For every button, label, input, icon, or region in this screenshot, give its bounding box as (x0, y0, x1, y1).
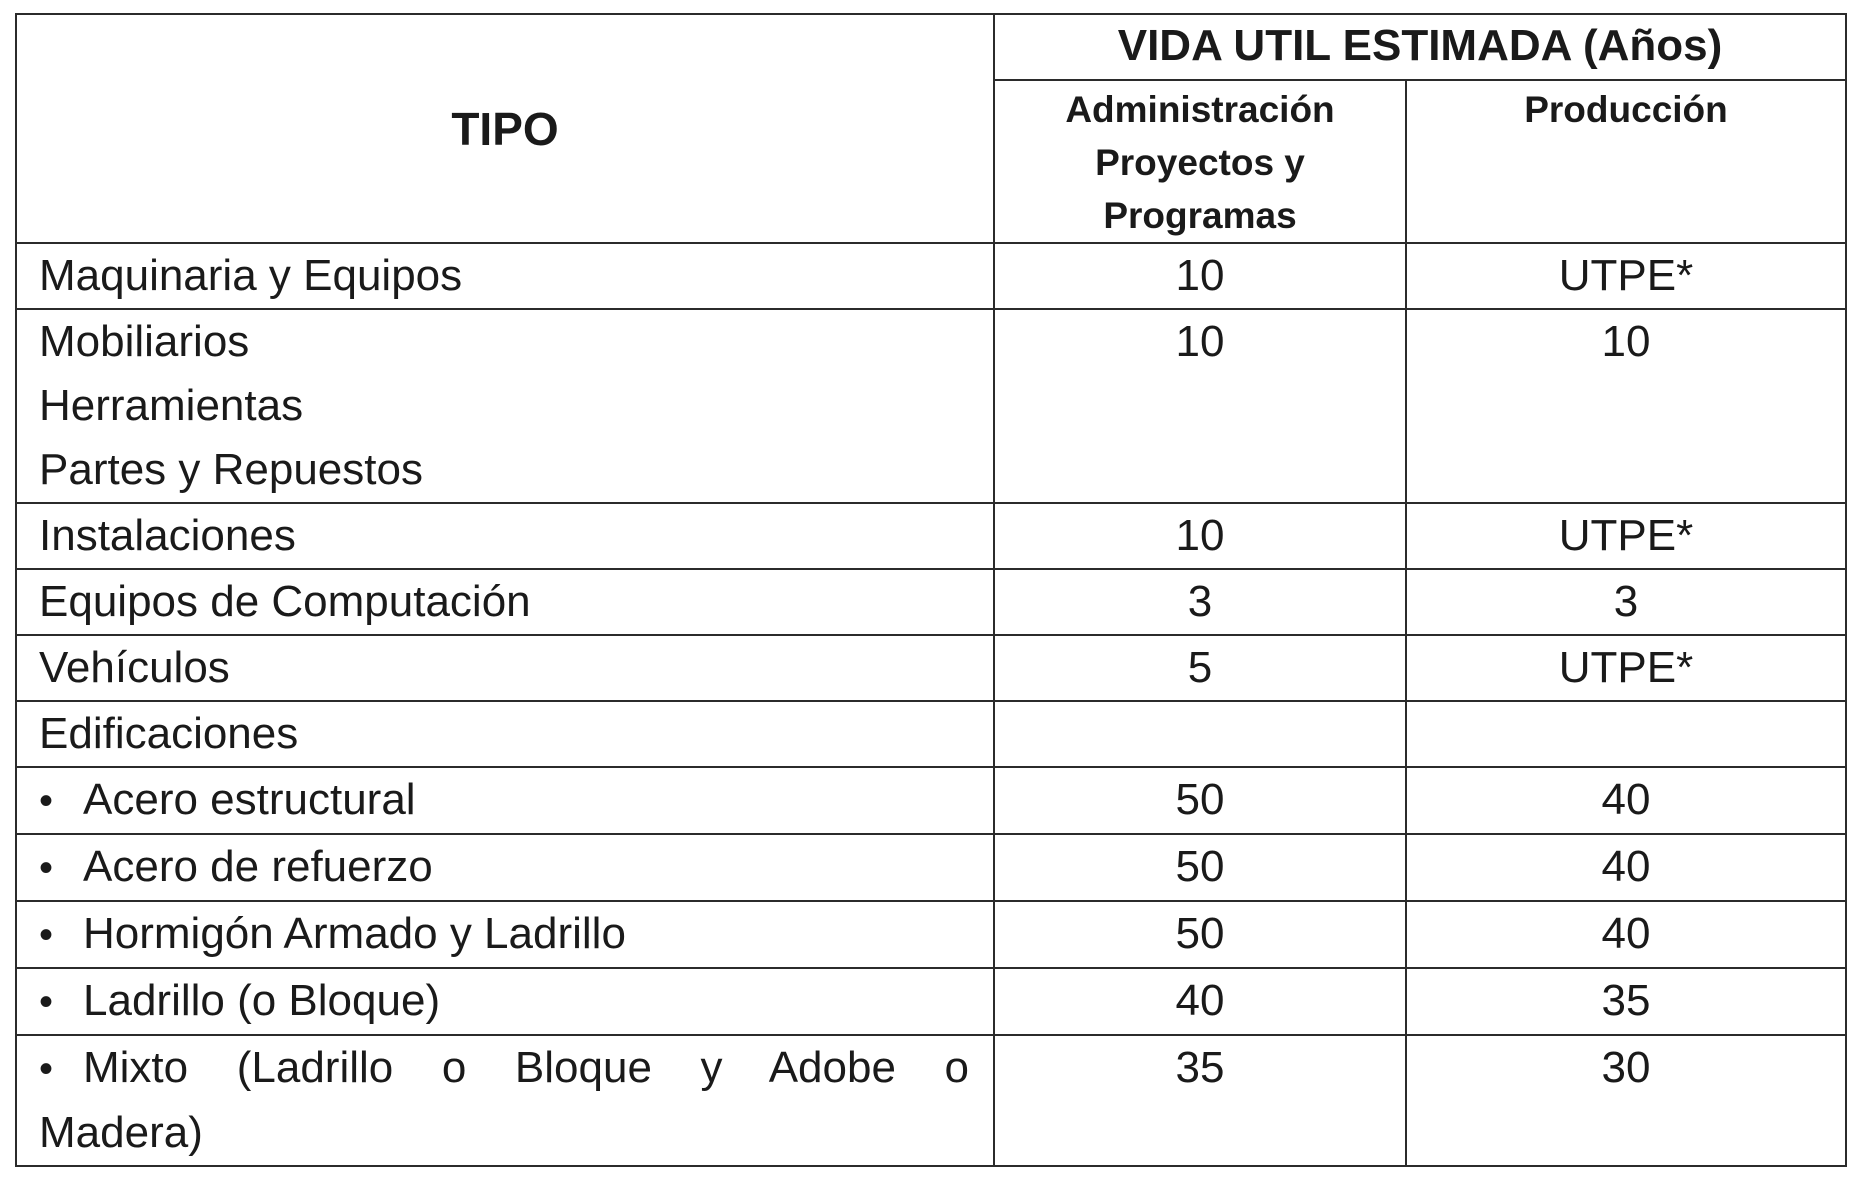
prod-value: 40 (1406, 901, 1846, 968)
tipo-text: Mixto (Ladrillo o Bloque y Adobe o (83, 1043, 969, 1092)
tipo-text: Partes y Repuestos (39, 445, 423, 494)
admin-value: 10 (994, 309, 1406, 503)
admin-value: 10 (994, 503, 1406, 569)
admin-value: 35 (994, 1035, 1406, 1166)
table-row (16, 1035, 1846, 1166)
tipo-text: Madera) (39, 1108, 203, 1157)
header-admin-line: Proyectos y (1095, 142, 1305, 183)
tipo-text: Instalaciones (39, 511, 296, 560)
tipo-text: Maquinaria y Equipos (39, 251, 463, 300)
table-row (16, 701, 1846, 767)
tipo-text: Herramientas (39, 381, 304, 430)
bullet-icon: • (39, 779, 54, 823)
table-row (16, 968, 1846, 1035)
bullet-icon: • (39, 846, 54, 890)
prod-value: 40 (1406, 767, 1846, 834)
admin-value: 5 (994, 635, 1406, 701)
tipo-text: Acero de refuerzo (83, 842, 433, 891)
tipo-cell (16, 243, 994, 309)
table-row (16, 901, 1846, 968)
prod-value: UTPE* (1406, 635, 1846, 701)
tipo-cell (16, 503, 994, 569)
bullet-item (39, 902, 969, 967)
bullet-icon: • (39, 1047, 54, 1091)
admin-value: 50 (994, 767, 1406, 834)
admin-value: 50 (994, 834, 1406, 901)
admin-value: 50 (994, 901, 1406, 968)
tipo-cell (16, 635, 994, 701)
header-produccion: Producción (1406, 80, 1846, 243)
prod-value: 30 (1406, 1035, 1846, 1166)
table-row (16, 503, 1846, 569)
header-admin-line: Administración (1065, 89, 1335, 130)
prod-value (1406, 701, 1846, 767)
tipo-text: Equipos de Computación (39, 577, 531, 626)
tipo-cell (16, 968, 994, 1035)
table-row (16, 834, 1846, 901)
bullet-item (39, 768, 969, 833)
header-row-top (16, 14, 1846, 80)
admin-value: 40 (994, 968, 1406, 1035)
tipo-text: Vehículos (39, 643, 230, 692)
table-row (16, 569, 1846, 635)
prod-value: UTPE* (1406, 503, 1846, 569)
tipo-cell (16, 901, 994, 968)
table-row (16, 767, 1846, 834)
prod-value: 35 (1406, 968, 1846, 1035)
header-tipo: TIPO (16, 14, 994, 243)
table-row (16, 635, 1846, 701)
prod-value: 40 (1406, 834, 1846, 901)
bullet-item (39, 835, 969, 900)
bullet-icon: • (39, 913, 54, 957)
useful-life-table (15, 13, 1847, 1167)
prod-value: 3 (1406, 569, 1846, 635)
tipo-cell (16, 834, 994, 901)
tipo-cell (16, 767, 994, 834)
bullet-item (39, 1036, 969, 1101)
prod-value: 10 (1406, 309, 1846, 503)
tipo-text: Ladrillo (o Bloque) (83, 976, 441, 1025)
bullet-item (39, 969, 969, 1034)
admin-value: 3 (994, 569, 1406, 635)
table-row (16, 243, 1846, 309)
tipo-cell (16, 309, 994, 503)
tipo-text: Hormigón Armado y Ladrillo (83, 909, 626, 958)
tipo-text: Acero estructural (83, 775, 416, 824)
prod-value: UTPE* (1406, 243, 1846, 309)
tipo-cell (16, 701, 994, 767)
header-administracion (994, 80, 1406, 243)
admin-value (994, 701, 1406, 767)
tipo-text: Mobiliarios (39, 317, 250, 366)
admin-value: 10 (994, 243, 1406, 309)
table-row (16, 309, 1846, 503)
tipo-text: Edificaciones (39, 709, 299, 758)
header-vida-util: VIDA UTIL ESTIMADA (Años) (994, 14, 1846, 80)
header-admin-line: Programas (1103, 195, 1297, 236)
tipo-cell (16, 1035, 994, 1166)
bullet-icon: • (39, 980, 54, 1024)
tipo-cell (16, 569, 994, 635)
